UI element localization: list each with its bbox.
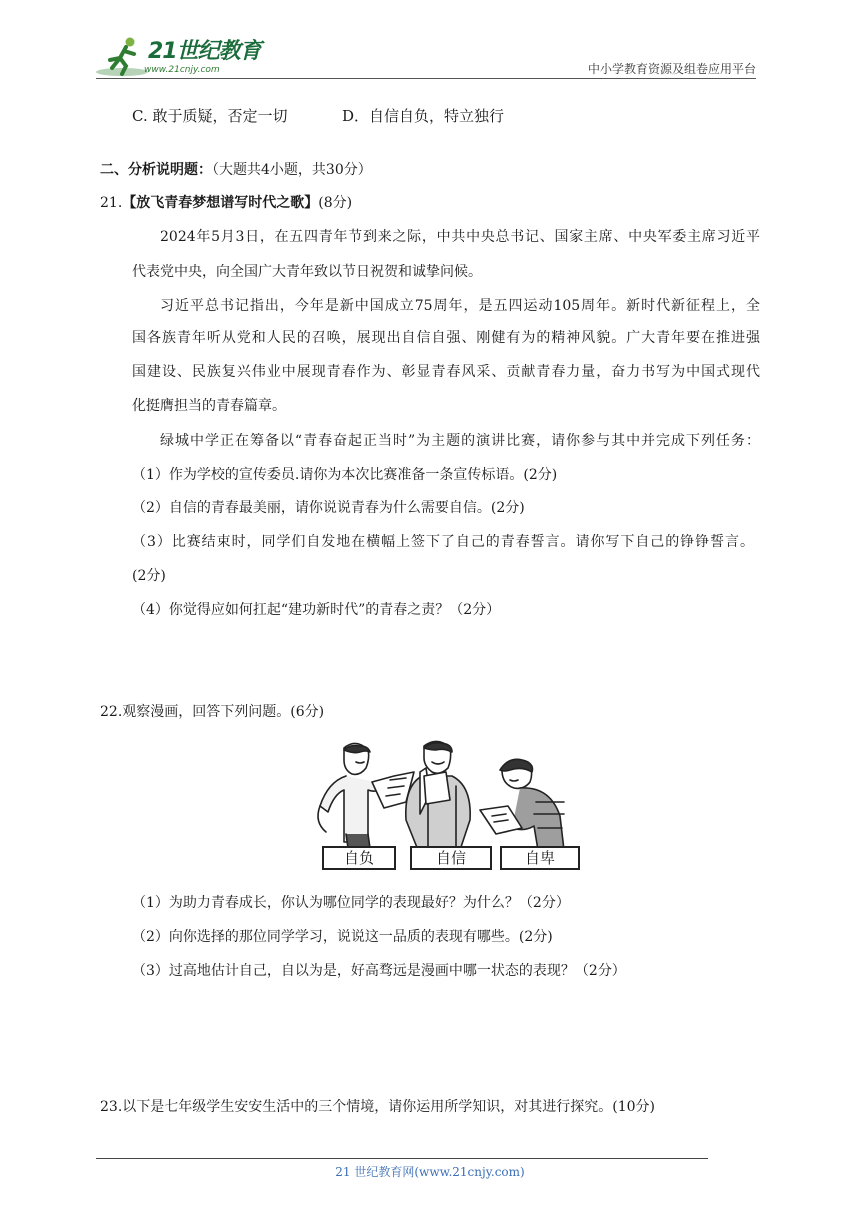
footer-link[interactable]: 21 世纪教育网(www.21cnjy.com) [335,1165,525,1179]
q21-score: (8分) [318,195,353,211]
q21-p2-line3: 国建设、民族复兴伟业中展现青春作为、彰显青春风采、贡献青春力量，奋力书写为中国式现代 [132,364,760,380]
caption-arrogant: 自负 [322,846,396,870]
q21-sub2: （2）自信的青春最美丽，请你说说青春为什么需要自信。(2分) [132,500,525,516]
q22-title: 22.观察漫画，回答下列问题。(6分) [100,704,325,720]
q21-sub3-line2: (2分) [132,568,166,584]
header-platform-text: 中小学教育资源及组卷应用平台 [587,62,756,76]
option-d: D．自信自负，特立独行 [342,107,505,125]
q21-p1-line1: 2024年5月3日，在五四青年节到来之际，中共中央总书记、国家主席、中央军委主席习近平 [160,229,760,245]
section-title [100,160,372,180]
q21-heading: 【放飞青春梦想谱写时代之歌】 [122,195,319,211]
logo-title: 21世纪教育 [148,39,261,64]
q21-p2-line2: 国各族青年听从党和人民的召唤，展现出自信自强、刚健有为的精神风貌。广大青年要在推进强 [132,330,760,346]
q21-number: 21. [100,195,123,211]
q21-sub4: （4）你觉得应如何扛起“建功新时代”的青春之责？（2分） [132,602,501,618]
q21-sub1: （1）作为学校的宣传委员.请你为本次比赛准备一条宣传标语。(2分) [132,467,558,483]
header-divider [96,78,756,79]
section-note: （大题共4小题，共30分） [212,162,372,178]
caption-confident: 自信 [410,846,492,870]
q23-title: 23.以下是七年级学生安安生活中的三个情境，请你运用所学知识，对其进行探究。(10分) [100,1099,656,1115]
confident-boy-figure [406,741,470,850]
q21-p1-line2: 代表党中央，向全国广大青年致以节日祝贺和诚挚问候。 [132,264,482,280]
q21-p2-line4: 化挺膺担当的青春篇章。 [132,398,286,414]
q22-sub3: （3）过高地估计自己，自以为是，好高骛远是漫画中哪一状态的表现？（2分） [132,963,626,979]
q21-p3: 绿城中学正在筹备以“青春奋起正当时”为主题的演讲比赛，请你参与其中并完成下列任务： [160,433,760,449]
section-heading: 二、分析说明题： [100,162,212,178]
logo-url: www.21cnjy.com [144,65,220,75]
q21-p2-line1: 习近平总书记指出，今年是新中国成立75周年，是五四运动105周年。新时代新征程上，全 [160,298,760,314]
footer-divider [96,1158,708,1159]
q22-sub1: （1）为助力青春成长，你认为哪位同学的表现最好？为什么？（2分） [132,895,570,911]
q21-title [100,193,352,213]
option-c: C. 敢于质疑，否定一切 [132,107,288,125]
inferior-boy-figure [480,759,564,850]
q22-sub2: （2）向你选择的那位同学学习，说说这一品质的表现有哪些。(2分) [132,929,553,945]
arrogant-boy-figure [318,743,414,848]
q21-sub3-line1: （3）比赛结束时，同学们自发地在横幅上签下了自己的青春誓言。请你写下自己的铮铮誓言。 [132,534,754,550]
caption-inferior: 自卑 [500,846,580,870]
